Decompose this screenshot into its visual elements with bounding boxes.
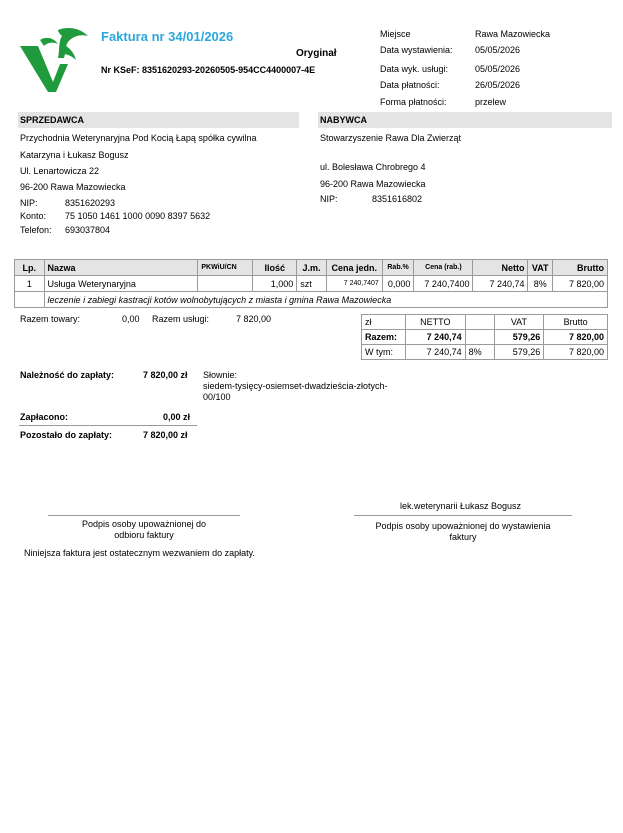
- meta-place-value: Rawa Mazowiecka: [475, 29, 551, 39]
- buyer-nip: 8351616802: [372, 194, 423, 204]
- col-unit-price: Cena jedn.: [326, 260, 382, 276]
- issuer-caption-line1: Podpis osoby upoważnionej do wystawienia: [375, 521, 551, 531]
- amount-due-value: 7 820,00 zł: [143, 370, 188, 380]
- goods-total-label: Razem towary:: [20, 314, 81, 324]
- summary-total-net: 7 240,74: [405, 330, 465, 345]
- footer-note: Niniejsza faktura jest ostatecznym wezwaniem do zapłaty.: [24, 548, 255, 558]
- row-price-discounted: 7 240,7400: [414, 276, 473, 292]
- col-qty: Ilość: [253, 260, 297, 276]
- summary-breakdown-vat: 579,26: [494, 345, 544, 360]
- seller-nip-label: NIP:: [20, 198, 38, 208]
- summary-breakdown-label: W tym:: [362, 345, 406, 360]
- row-unit-price: 7 240,7407: [326, 276, 382, 292]
- summary-vat-label: VAT: [494, 315, 544, 330]
- seller-account: 75 1050 1461 1000 0090 8397 5632: [65, 211, 211, 221]
- issuer-name: lek.weterynarii Łukasz Bogusz: [400, 501, 522, 511]
- receiver-signature-caption: [38, 519, 250, 541]
- items-table: [14, 259, 608, 308]
- seller-account-label: Konto:: [20, 211, 47, 221]
- summary-header-row: [362, 315, 608, 330]
- summary-breakdown-rate: 8%: [465, 345, 494, 360]
- seller-phone: 693037804: [65, 225, 111, 235]
- meta-issue-date-label: Data wystawienia:: [380, 45, 453, 55]
- col-discount: Rab.%: [382, 260, 414, 276]
- seller-heading: SPRZEDAWCA: [18, 112, 299, 128]
- meta-service-date-label: Data wyk. usługi:: [380, 64, 449, 74]
- row-discount: 0,000: [382, 276, 414, 292]
- summary-total-label: Razem:: [362, 330, 406, 345]
- buyer-nip-label: NIP:: [320, 194, 338, 204]
- issuer-signature-line: [354, 515, 572, 516]
- amount-words-label: Słownie:: [203, 370, 238, 380]
- items-header-row: [15, 260, 608, 276]
- col-gross: Brutto: [552, 260, 607, 276]
- row-qty: 1,000: [253, 276, 297, 292]
- meta-payment-method-value: przelew: [475, 97, 507, 107]
- buyer-heading: NABYWCA: [318, 112, 612, 128]
- seller-phone-label: Telefon:: [20, 225, 52, 235]
- row-lp: 1: [15, 276, 45, 292]
- summary-total-gross: 7 820,00: [544, 330, 608, 345]
- seller-name: Przychodnia Weterynaryjna Pod Kocią Łapą spółka cywilna: [20, 133, 257, 143]
- table-row: [15, 276, 608, 292]
- summary-total-spacer: [465, 330, 494, 345]
- row-net: 7 240,74: [473, 276, 528, 292]
- receiver-signature-line: [48, 515, 240, 516]
- ksef-number: Nr KSeF: 8351620293-20260505-954CC4400007-4E: [101, 65, 316, 75]
- row-unit: szt: [297, 276, 327, 292]
- row-gross: 7 820,00: [552, 276, 607, 292]
- services-total-value: 7 820,00: [236, 314, 272, 324]
- summary-currency: zł: [362, 315, 406, 330]
- seller-city: 96-200 Rawa Mazowiecka: [20, 182, 126, 192]
- meta-service-date-value: 05/05/2026: [475, 64, 521, 74]
- seller-nip: 8351620293: [65, 198, 116, 208]
- seller-street: Ul. Lenartowicza 22: [20, 166, 100, 176]
- meta-place-label: Miejsce: [380, 29, 411, 39]
- invoice-title: Faktura nr 34/01/2026: [101, 29, 234, 44]
- meta-payment-date-value: 26/05/2026: [475, 80, 521, 90]
- meta-payment-date-label: Data płatności:: [380, 80, 440, 90]
- meta-issue-date-value: 05/05/2026: [475, 45, 521, 55]
- buyer-name: Stowarzyszenie Rawa Dla Zwierząt: [320, 133, 462, 143]
- col-pkwiu: PKWiU/CN: [198, 260, 253, 276]
- col-lp: Lp.: [15, 260, 45, 276]
- summary-breakdown-net: 7 240,74: [405, 345, 465, 360]
- receiver-caption-line1: Podpis osoby upoważnionej do: [81, 519, 207, 529]
- amount-words-line1: siedem-tysięcy-osiemset-dwadzieścia-złotych-: [203, 381, 388, 391]
- amount-words-line2: 00/100: [203, 392, 231, 402]
- meta-payment-method-label: Forma płatności:: [380, 97, 447, 107]
- col-unit: J.m.: [297, 260, 327, 276]
- summary-spacer: [465, 315, 494, 330]
- row-vat: 8%: [528, 276, 552, 292]
- issuer-caption-line2: faktury: [449, 532, 477, 542]
- col-price-discounted: Cena (rab.): [414, 260, 473, 276]
- col-net: Netto: [473, 260, 528, 276]
- services-total-label: Razem usługi:: [152, 314, 210, 324]
- veterinary-logo-icon: [18, 24, 90, 94]
- issuer-signature-caption: [349, 521, 577, 543]
- goods-total-value: 0,00: [122, 314, 140, 324]
- summary-breakdown-gross: 7 820,00: [544, 345, 608, 360]
- col-vat: VAT: [528, 260, 552, 276]
- row-pkwiu: [198, 276, 253, 292]
- summary-brutto-label: Brutto: [544, 315, 608, 330]
- table-row-description: [15, 292, 608, 308]
- remaining-value: 7 820,00 zł: [143, 430, 188, 440]
- remaining-label: Pozostało do zapłaty:: [20, 430, 113, 440]
- seller-owners: Katarzyna i Łukasz Bogusz: [20, 150, 129, 160]
- col-name: Nazwa: [44, 260, 198, 276]
- row-description: leczenie i zabiegi kastracji kotów wolnobytujących z miasta i gmina Rawa Mazowiecka: [44, 292, 607, 308]
- paid-label: Zapłacono:: [20, 412, 69, 422]
- summary-total-vat: 579,26: [494, 330, 544, 345]
- amount-due-label: Należność do zapłaty:: [20, 370, 115, 380]
- buyer-city: 96-200 Rawa Mazowiecka: [320, 179, 426, 189]
- receiver-caption-line2: odbioru faktury: [114, 530, 174, 540]
- copy-label: Oryginał: [296, 48, 337, 59]
- paid-value: 0,00 zł: [163, 412, 191, 422]
- summary-netto-label: NETTO: [405, 315, 465, 330]
- company-logo: [18, 24, 90, 94]
- summary-total-row: [362, 330, 608, 345]
- summary-breakdown-row: [362, 345, 608, 360]
- row-name: Usługa Weterynaryjna: [44, 276, 198, 292]
- vat-summary-table: [361, 314, 608, 360]
- paid-divider: [19, 425, 197, 426]
- row-description-spacer: [15, 292, 45, 308]
- buyer-street: ul. Bolesława Chrobrego 4: [320, 162, 426, 172]
